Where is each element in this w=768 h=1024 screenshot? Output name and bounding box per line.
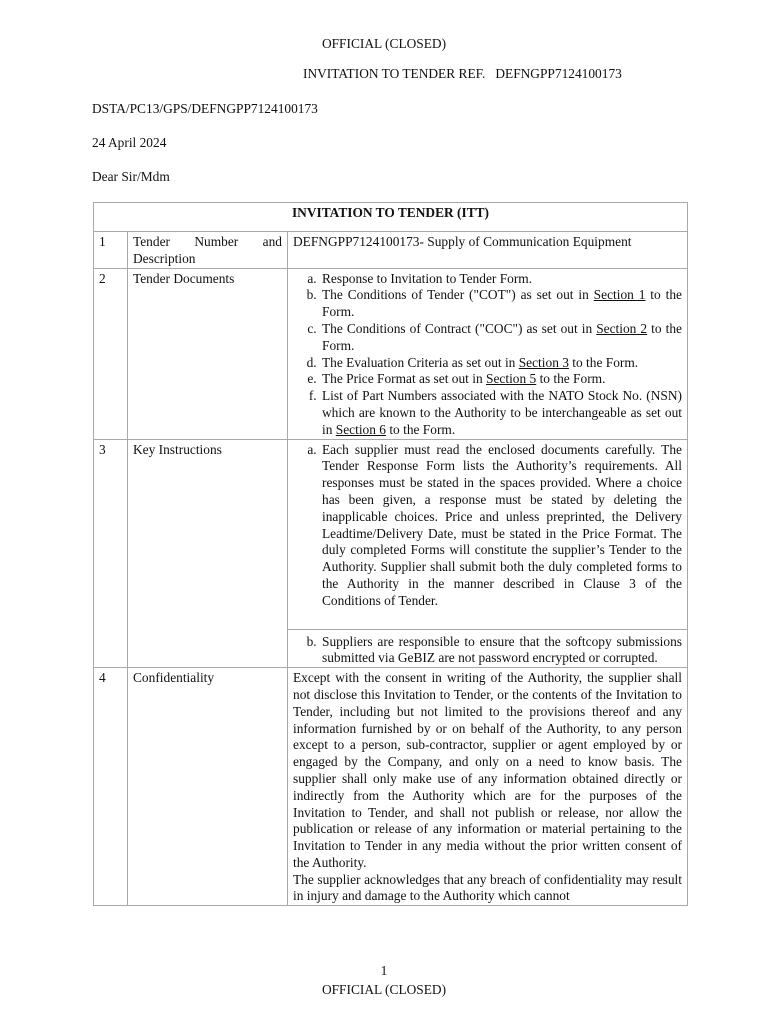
row-number: 2 (94, 268, 128, 439)
list-item: d. The Evaluation Criteria as set out in Section 3 to the Form. (320, 355, 682, 372)
row-label: Tender Documents (128, 268, 288, 439)
row-label: Confidentiality (128, 668, 288, 906)
row-content (288, 668, 688, 906)
list-item: b. Suppliers are responsible to ensure that the softcopy submissions submitted via GeBIZ are not password encrypted or corrupted. (320, 634, 682, 668)
section-link[interactable]: Section 1 (593, 287, 646, 303)
itt-table (93, 202, 688, 906)
confidentiality-paragraph: The supplier acknowledges that any breach of confidentiality may result in injury and damage to the Authority which cannot (293, 871, 682, 904)
list-item: f. List of Part Numbers associated with the NATO Stock No. (NSN) which are known to the Authority to be interchangeable as set out in Section 6 to the Form. (320, 388, 682, 438)
footer-classification: OFFICIAL (CLOSED) (321, 982, 447, 997)
row-content: DEFNGPP7124100173- Supply of Communication Equipment (288, 232, 688, 269)
confidentiality-paragraph: Except with the consent in writing of the Authority, the supplier shall not disclose this Invitation to Tender, or the contents of the Invitation to Tender, including but not limited to the provisions thereof and any information furnished by or on behalf of the Authority, to any person except to a person, sub-contractor, supplier or agent employed by or engaged by the Company, and only on a need to know basis. The supplier shall only make use of any information obtained directly or indirectly from the Authority which are for the purposes of the Invitation to Tender, and shall not publish or release, nor allow the publication or release of any information or material pertaining to the Invitation to Tender in any media without the prior written consent of the Authority. (293, 670, 682, 870)
section-link[interactable]: Section 6 (335, 421, 386, 437)
itt-title-row (94, 203, 688, 232)
table-row (94, 268, 688, 439)
list-item: a. Response to Invitation to Tender Form. (320, 271, 682, 288)
row-label: Key Instructions (128, 439, 288, 668)
section-link[interactable]: Section 2 (596, 320, 648, 336)
itt-reference-value: DEFNGPP7124100173 (495, 66, 622, 81)
key-instruction-a (288, 442, 687, 630)
list-item: e. The Price Format as set out in Section 5 to the Form. (320, 371, 682, 388)
itt-table-title: INVITATION TO TENDER (ITT) (94, 203, 688, 232)
row-label: Tender Number and Description (128, 232, 288, 269)
salutation: Dear Sir/Mdm (92, 169, 170, 184)
table-row (94, 232, 688, 269)
tender-documents-list (293, 271, 682, 439)
list-item: c. The Conditions of Contract ("COC") as set out in Section 2 to the Form. (320, 321, 682, 355)
itt-reference-label: INVITATION TO TENDER REF. (303, 66, 486, 81)
section-link[interactable]: Section 3 (518, 354, 569, 370)
file-reference: DSTA/PC13/GPS/DEFNGPP7124100173 (92, 101, 318, 116)
key-instruction-b (288, 634, 687, 668)
section-link[interactable]: Section 5 (486, 371, 537, 387)
table-row (94, 668, 688, 906)
list-item: a. Each supplier must read the enclosed documents carefully. The Tender Response Form lists the Authority’s requirements. All responses must be stated in the spaces provided. Where a choice has been given, a response must be stated by deleting the inapplicable choices. Price and unless preprinted, the Delivery Leadtime/Delivery Date, must be stated in the Price Format. The duly completed Forms will constitute the supplier’s Tender to the Authority. Supplier shall submit both the duly completed forms to the Authority in the manner described in Clause 3 of the Conditions of Tender. (320, 442, 682, 610)
list-item: b. The Conditions of Tender ("COT") as set out in Section 1 to the Form. (320, 287, 682, 321)
document-date: 24 April 2024 (92, 135, 167, 150)
header-classification: OFFICIAL (CLOSED) (321, 36, 447, 51)
itt-reference (303, 66, 622, 82)
row-content (288, 439, 688, 668)
row-number: 1 (94, 232, 128, 269)
row-number: 4 (94, 668, 128, 906)
row-content (288, 268, 688, 439)
page-number: 1 (380, 963, 388, 978)
table-row (94, 439, 688, 668)
row-number: 3 (94, 439, 128, 668)
